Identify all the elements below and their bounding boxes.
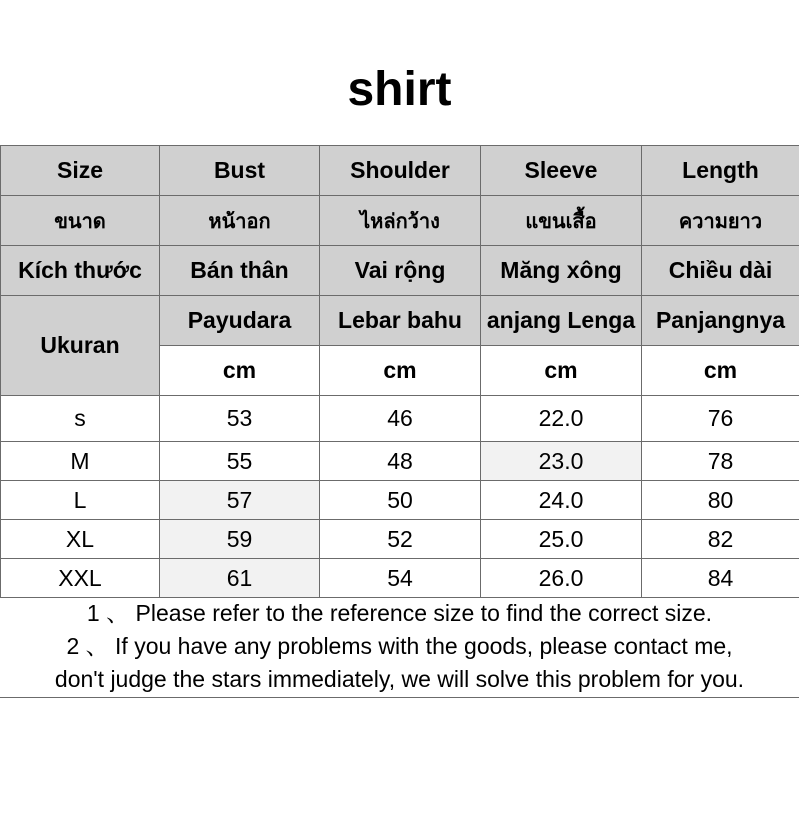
unit-bust: cm [160,346,320,396]
sleeve-cell: 26.0 [481,559,642,598]
note-line: don't judge the stars immediately, we will solve this problem for you. [54,666,745,692]
shoulder-cell: 50 [320,481,481,520]
table-row [1,481,799,520]
notes-section [0,597,799,698]
header-shoulder-ms: Lebar bahu [320,296,481,346]
bust-cell: 57 [160,481,320,520]
table-row [1,559,799,598]
header-sleeve-thai: แขนเสื้อ [481,196,642,246]
header-shoulder: Shoulder [320,146,481,196]
header-bust: Bust [160,146,320,196]
header-shoulder-vi: Vai rộng [320,246,481,296]
length-cell: 78 [642,442,799,481]
header-bust-ms: Payudara [160,296,320,346]
header-size-thai: ขนาด [1,196,160,246]
unit-shoulder: cm [320,346,481,396]
length-cell: 82 [642,520,799,559]
sleeve-cell: 22.0 [481,396,642,442]
table-row [1,520,799,559]
size-cell: L [1,481,160,520]
note-line: 1 、 Please refer to the reference size to find the correct size. [86,600,713,626]
length-cell: 80 [642,481,799,520]
shoulder-cell: 52 [320,520,481,559]
size-cell: XXL [1,559,160,598]
bust-cell: 59 [160,520,320,559]
header-length-ms: Panjangnya [642,296,799,346]
header-shoulder-thai: ไหล่กว้าง [320,196,481,246]
shoulder-cell: 54 [320,559,481,598]
header-row-vietnamese [1,246,799,296]
size-cell: s [1,396,160,442]
bust-cell: 53 [160,396,320,442]
header-length-thai: ความยาว [642,196,799,246]
table-row [1,442,799,481]
header-size-ms: Ukuran [1,296,160,396]
unit-length: cm [642,346,799,396]
header-sleeve-ms: anjang Lenga [481,296,642,346]
header-sleeve: Sleeve [481,146,642,196]
shoulder-cell: 46 [320,396,481,442]
header-size-vi: Kích thước [1,246,160,296]
header-row-thai [1,196,799,246]
header-sleeve-vi: Măng xông [481,246,642,296]
header-length: Length [642,146,799,196]
size-table [0,145,799,598]
length-cell: 84 [642,559,799,598]
length-cell: 76 [642,396,799,442]
chart-title: shirt [347,63,452,116]
unit-sleeve: cm [481,346,642,396]
sleeve-cell: 23.0 [481,442,642,481]
header-bust-thai: หน้าอก [160,196,320,246]
size-cell: M [1,442,160,481]
header-size: Size [1,146,160,196]
header-row-english [1,146,799,196]
bust-cell: 55 [160,442,320,481]
note-line: 2 、 If you have any problems with the goods, please contact me, [66,633,733,659]
sleeve-cell: 25.0 [481,520,642,559]
shoulder-cell: 48 [320,442,481,481]
size-cell: XL [1,520,160,559]
table-row [1,396,799,442]
header-bust-vi: Bán thân [160,246,320,296]
header-row-malay [1,296,799,346]
bust-cell: 61 [160,559,320,598]
sleeve-cell: 24.0 [481,481,642,520]
header-length-vi: Chiều dài [642,246,799,296]
